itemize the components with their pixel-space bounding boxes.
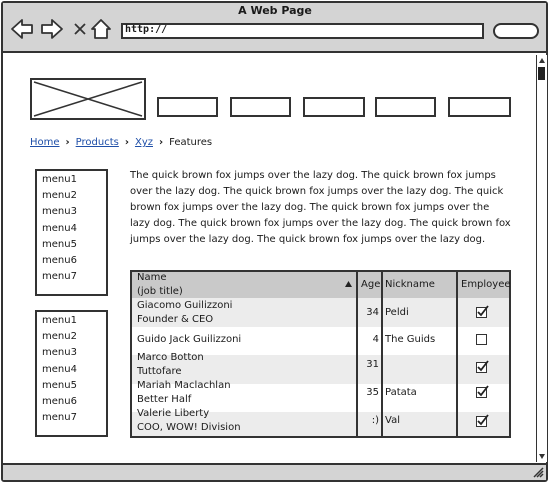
employee-title: COO, WOW! Division — [137, 422, 241, 433]
logo-placeholder — [30, 78, 146, 120]
chevron-right-icon: › — [124, 137, 129, 148]
nav-item-3[interactable] — [303, 97, 365, 117]
body-paragraph: The quick brown fox jumps over the lazy dog. The quick brown fox jumps over the lazy dog. The quick brown fox jumps over the lazy dog. The quick brown fox jumps over the lazy dog. The quick brown fox jumps over the lazy dog. The quick brown fox jumps over the lazy dog. The quick brown fox jumps over the lazy dog. The quick brown fox jumps over the lazy dog. — [130, 170, 511, 245]
menu-item[interactable]: menu4 — [42, 363, 77, 375]
nav-item-1[interactable] — [157, 97, 218, 117]
nav-item-2[interactable] — [230, 97, 291, 117]
chevron-right-icon: › — [65, 137, 70, 148]
cell-name — [137, 351, 204, 379]
menu-item[interactable]: menu2 — [42, 190, 77, 202]
close-x-icon[interactable] — [75, 24, 85, 34]
menu-item[interactable]: menu6 — [42, 396, 77, 408]
cell-age: 4 — [372, 334, 379, 345]
employee-name: Valerie Liberty — [137, 408, 210, 419]
header-age[interactable]: Age — [361, 279, 381, 290]
cell-nickname: Val — [385, 415, 400, 426]
cell-age: 31 — [366, 359, 379, 370]
header-nickname[interactable]: Nickname — [385, 279, 435, 290]
menu-item[interactable]: menu2 — [42, 331, 77, 343]
cell-name — [137, 333, 241, 347]
scrollbar-thumb[interactable] — [538, 67, 545, 80]
cell-age: 34 — [366, 307, 379, 318]
header-name[interactable] — [137, 271, 183, 299]
menu-item[interactable]: menu7 — [42, 271, 77, 283]
employee-name: Giacomo Guilizzoni — [137, 300, 233, 311]
cell-age: 35 — [366, 387, 379, 398]
checkmark-icon — [476, 360, 490, 372]
cell-age: :) — [371, 415, 379, 426]
scroll-down-icon[interactable] — [537, 452, 547, 461]
menu-item[interactable]: menu3 — [42, 347, 77, 359]
breadcrumb — [30, 137, 212, 148]
table-header — [132, 272, 509, 298]
cell-nickname: Patata — [385, 387, 417, 398]
home-icon[interactable] — [92, 20, 110, 38]
address-bar[interactable] — [121, 23, 484, 39]
sort-ascending-icon[interactable] — [344, 280, 353, 288]
window-title: A Web Page — [238, 4, 312, 17]
side-menu-top — [35, 169, 108, 296]
employee-name: Mariah Maclachlan — [137, 380, 231, 391]
menu-item[interactable]: menu4 — [42, 222, 77, 234]
header-employee[interactable]: Employee — [461, 279, 511, 290]
checkmark-icon — [476, 385, 490, 397]
column-divider — [456, 272, 458, 436]
back-arrow-icon[interactable] — [12, 20, 32, 38]
address-bar-text: http:// — [125, 24, 168, 35]
breadcrumb-home-link[interactable]: Home — [30, 137, 60, 148]
menu-item[interactable]: menu7 — [42, 412, 77, 424]
forward-arrow-icon[interactable] — [42, 20, 62, 38]
menu-item[interactable]: menu1 — [42, 174, 77, 185]
status-bar — [3, 463, 546, 480]
employee-checkbox[interactable] — [476, 334, 487, 345]
employee-checkbox[interactable] — [476, 387, 487, 398]
employee-title: Better Half — [137, 394, 192, 405]
cell-name — [137, 299, 232, 327]
menu-item[interactable]: menu5 — [42, 238, 77, 250]
menu-item[interactable]: menu1 — [42, 315, 77, 326]
scroll-up-icon[interactable] — [537, 56, 547, 65]
image-placeholder-icon — [32, 80, 144, 118]
employee-name: Marco Botton — [137, 352, 204, 363]
column-divider — [356, 272, 358, 436]
cell-name — [137, 379, 231, 407]
nav-item-5[interactable] — [448, 97, 511, 117]
cell-nickname: The Guids — [385, 334, 436, 345]
employee-title: Founder & CEO — [137, 314, 214, 325]
employee-title: Tuttofare — [137, 366, 182, 377]
employee-checkbox[interactable] — [476, 416, 487, 427]
employee-checkbox[interactable] — [476, 362, 487, 373]
chevron-right-icon: › — [159, 137, 164, 148]
checkmark-icon — [476, 414, 490, 426]
breadcrumb-xyz-link[interactable]: Xyz — [134, 137, 153, 148]
menu-item[interactable]: menu5 — [42, 379, 77, 391]
side-menu-bottom — [35, 310, 108, 437]
menu-item[interactable]: menu6 — [42, 255, 77, 267]
column-divider — [381, 272, 383, 436]
header-name-sub: (job title) — [137, 286, 183, 297]
cell-name — [137, 407, 241, 435]
header-name-label: Name — [137, 272, 167, 283]
cell-nickname: Peldi — [385, 307, 409, 318]
resize-grip-icon[interactable] — [532, 466, 544, 478]
employee-checkbox[interactable] — [476, 307, 487, 318]
breadcrumb-products-link[interactable]: Products — [75, 137, 119, 148]
nav-buttons — [10, 17, 118, 41]
checkmark-icon — [476, 305, 490, 317]
employee-name: Guido Jack Guilizzoni — [137, 334, 242, 345]
search-pill[interactable] — [493, 23, 539, 39]
breadcrumb-current: Features — [169, 137, 213, 148]
vertical-scrollbar[interactable] — [536, 55, 547, 462]
nav-item-4[interactable] — [375, 97, 436, 117]
menu-item[interactable]: menu3 — [42, 206, 77, 218]
